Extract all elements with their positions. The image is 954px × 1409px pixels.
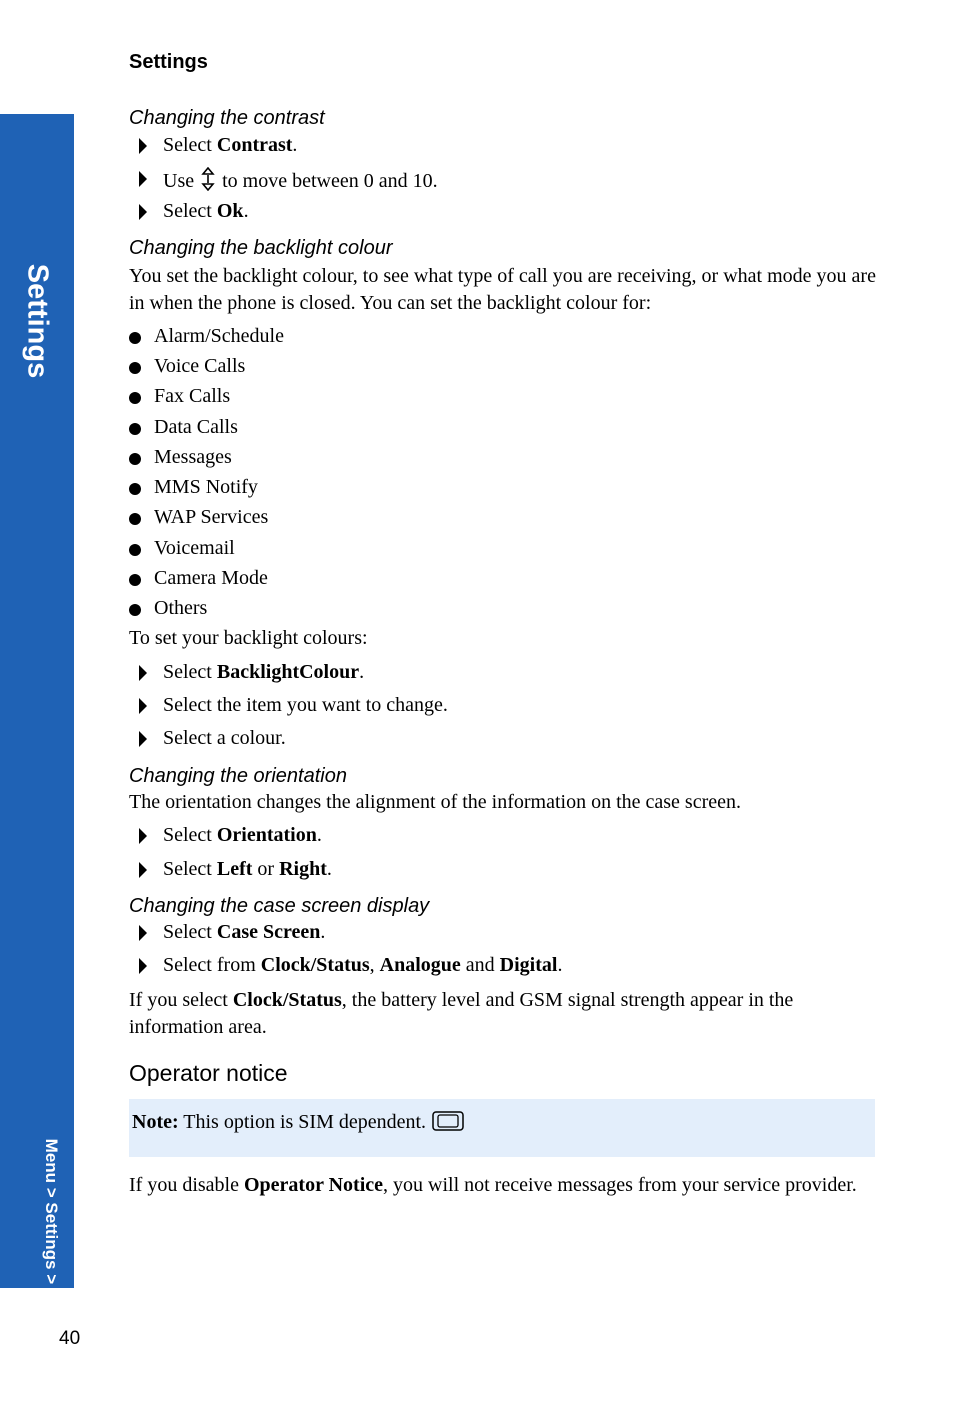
bullet-dot-icon [129, 604, 141, 616]
backlight-intro: You set the backlight colour, to see what type of call you are receiving, or what mode you are in when the phone is closed. You can set the backlight colour for: [129, 265, 876, 314]
list-item: MMS Notify [154, 476, 258, 499]
orientation-step-2: Select Left or Right. [163, 858, 332, 881]
arrow-bullet-icon [139, 698, 147, 714]
case-screen-step-1: Select Case Screen. [163, 921, 325, 944]
bullet-dot-icon [129, 453, 141, 465]
contrast-heading: Changing the contrast [129, 107, 325, 129]
operator-body: If you disable Operator Notice, you will not receive messages from your service provider. [129, 1174, 857, 1196]
orientation-heading: Changing the orientation [129, 765, 347, 787]
page-number: 40 [59, 1328, 81, 1349]
contrast-step-1: Select Contrast. [163, 134, 297, 157]
bullet-dot-icon [129, 423, 141, 435]
backlight-to-set: To set your backlight colours: [129, 627, 368, 649]
case-screen-heading: Changing the case screen display [129, 895, 430, 917]
operator-heading: Operator notice [129, 1060, 288, 1086]
bullet-dot-icon [129, 483, 141, 495]
arrow-bullet-icon [139, 204, 147, 220]
side-breadcrumb: Menu > Settings > Display [42, 1138, 61, 1350]
list-item: Alarm/Schedule [154, 325, 284, 348]
running-head: Settings [129, 51, 208, 73]
orientation-intro: The orientation changes the alignment of the information on the case screen. [129, 791, 742, 813]
list-item: WAP Services [154, 506, 268, 529]
list-item: Voicemail [154, 537, 235, 560]
list-item: Data Calls [154, 416, 238, 439]
backlight-step-2: Select the item you want to change. [163, 694, 448, 717]
list-item: Fax Calls [154, 385, 230, 408]
side-tab-title: Settings [21, 263, 54, 379]
contrast-step-2: Use to move between 0 and 10. [163, 167, 438, 193]
list-item: Others [154, 597, 207, 620]
arrow-bullet-icon [139, 731, 147, 747]
list-item: Messages [154, 446, 232, 469]
note-text: Note: This option is SIM dependent. [132, 1111, 464, 1134]
bullet-dot-icon [129, 362, 141, 374]
bullet-dot-icon [129, 513, 141, 525]
backlight-heading: Changing the backlight colour [129, 237, 393, 259]
arrow-bullet-icon [139, 925, 147, 941]
orientation-step-1: Select Orientation. [163, 824, 322, 847]
backlight-step-3: Select a colour. [163, 727, 286, 750]
bullet-dot-icon [129, 574, 141, 586]
note-box [129, 1099, 875, 1157]
contrast-step-3: Select Ok. [163, 200, 249, 223]
arrow-bullet-icon [139, 171, 147, 187]
arrow-bullet-icon [139, 862, 147, 878]
bullet-dot-icon [129, 332, 141, 344]
bullet-dot-icon [129, 544, 141, 556]
case-screen-note: If you select Clock/Status, the battery level and GSM signal strength appear in the information area. [129, 989, 794, 1038]
up-down-navigation-icon [201, 167, 215, 191]
list-item: Camera Mode [154, 567, 268, 590]
list-item: Voice Calls [154, 355, 245, 378]
arrow-bullet-icon [139, 828, 147, 844]
arrow-bullet-icon [139, 138, 147, 154]
backlight-step-1: Select BacklightColour. [163, 661, 364, 684]
sim-card-icon [432, 1111, 464, 1131]
bullet-dot-icon [129, 392, 141, 404]
arrow-bullet-icon [139, 665, 147, 681]
case-screen-step-2: Select from Clock/Status, Analogue and Digital. [163, 954, 562, 977]
arrow-bullet-icon [139, 958, 147, 974]
